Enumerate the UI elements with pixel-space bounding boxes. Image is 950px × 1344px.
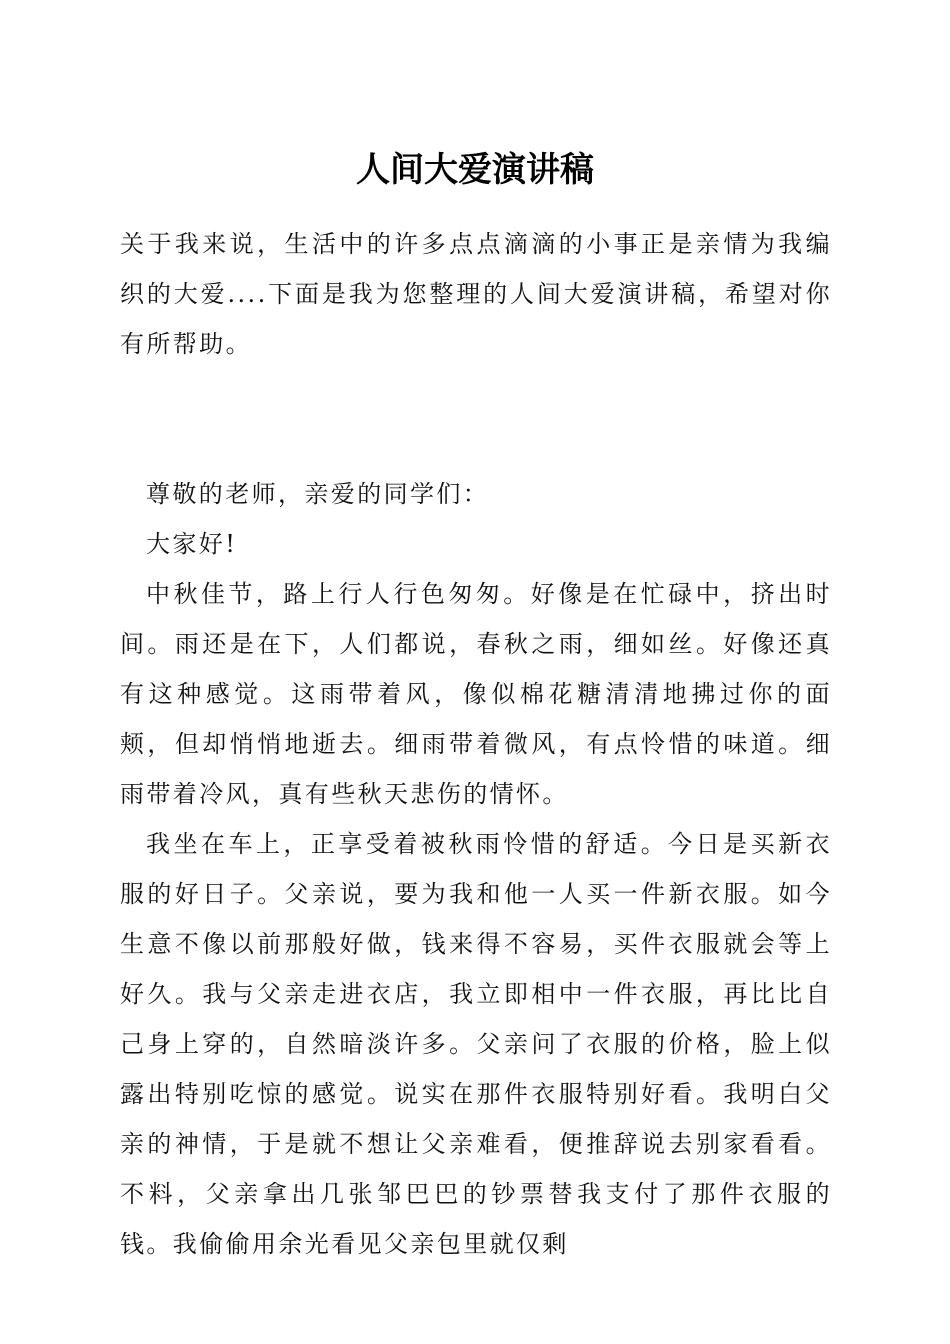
body-paragraph: 我坐在车上，正享受着被秋雨怜惜的舒适。今日是买新衣服的好日子。父亲说，要为我和他一人买一件新衣服。如今生意不像以前那般好做，钱来得不容易，买件衣服就会等上好久。我与父亲走进衣店，我立即相中一件衣服，再比比自己身上穿的，自然暗淡许多。父亲问了衣服的价格，脸上似露出特别吃惊的感觉。说实在那件衣服特别好看。我明白父亲的神情，于是就不想让父亲难看，便推辞说去别家看看。不料，父亲拿出几张邹巴巴的钞票替我支付了那件衣服的钱。我偷偷用余光看见父亲包里就仅剩 bbox=[120, 830, 832, 1258]
intro-paragraph: 关于我来说，生活中的许多点点滴滴的小事正是亲情为我编织的大爱....下面是我为您整理的人间大爱演讲稿，希望对你有所帮助。 bbox=[120, 230, 832, 358]
greeting-line: 大家好! bbox=[146, 530, 238, 558]
body-paragraph: 中秋佳节，路上行人行色匆匆。好像是在忙碌中，挤出时间。雨还是在下，人们都说，春秋之雨，细如丝。好像还真有这种感觉。这雨带着风，像似棉花糖清清地拂过你的面颊，但却悄悄地逝去。细雨带着微风，有点怜惜的味道。细雨带着冷风，真有些秋天悲伤的情怀。 bbox=[120, 580, 832, 808]
salutation-line: 尊敬的老师，亲爱的同学们： bbox=[146, 480, 490, 508]
document-title: 人间大爱演讲稿 bbox=[356, 150, 594, 190]
